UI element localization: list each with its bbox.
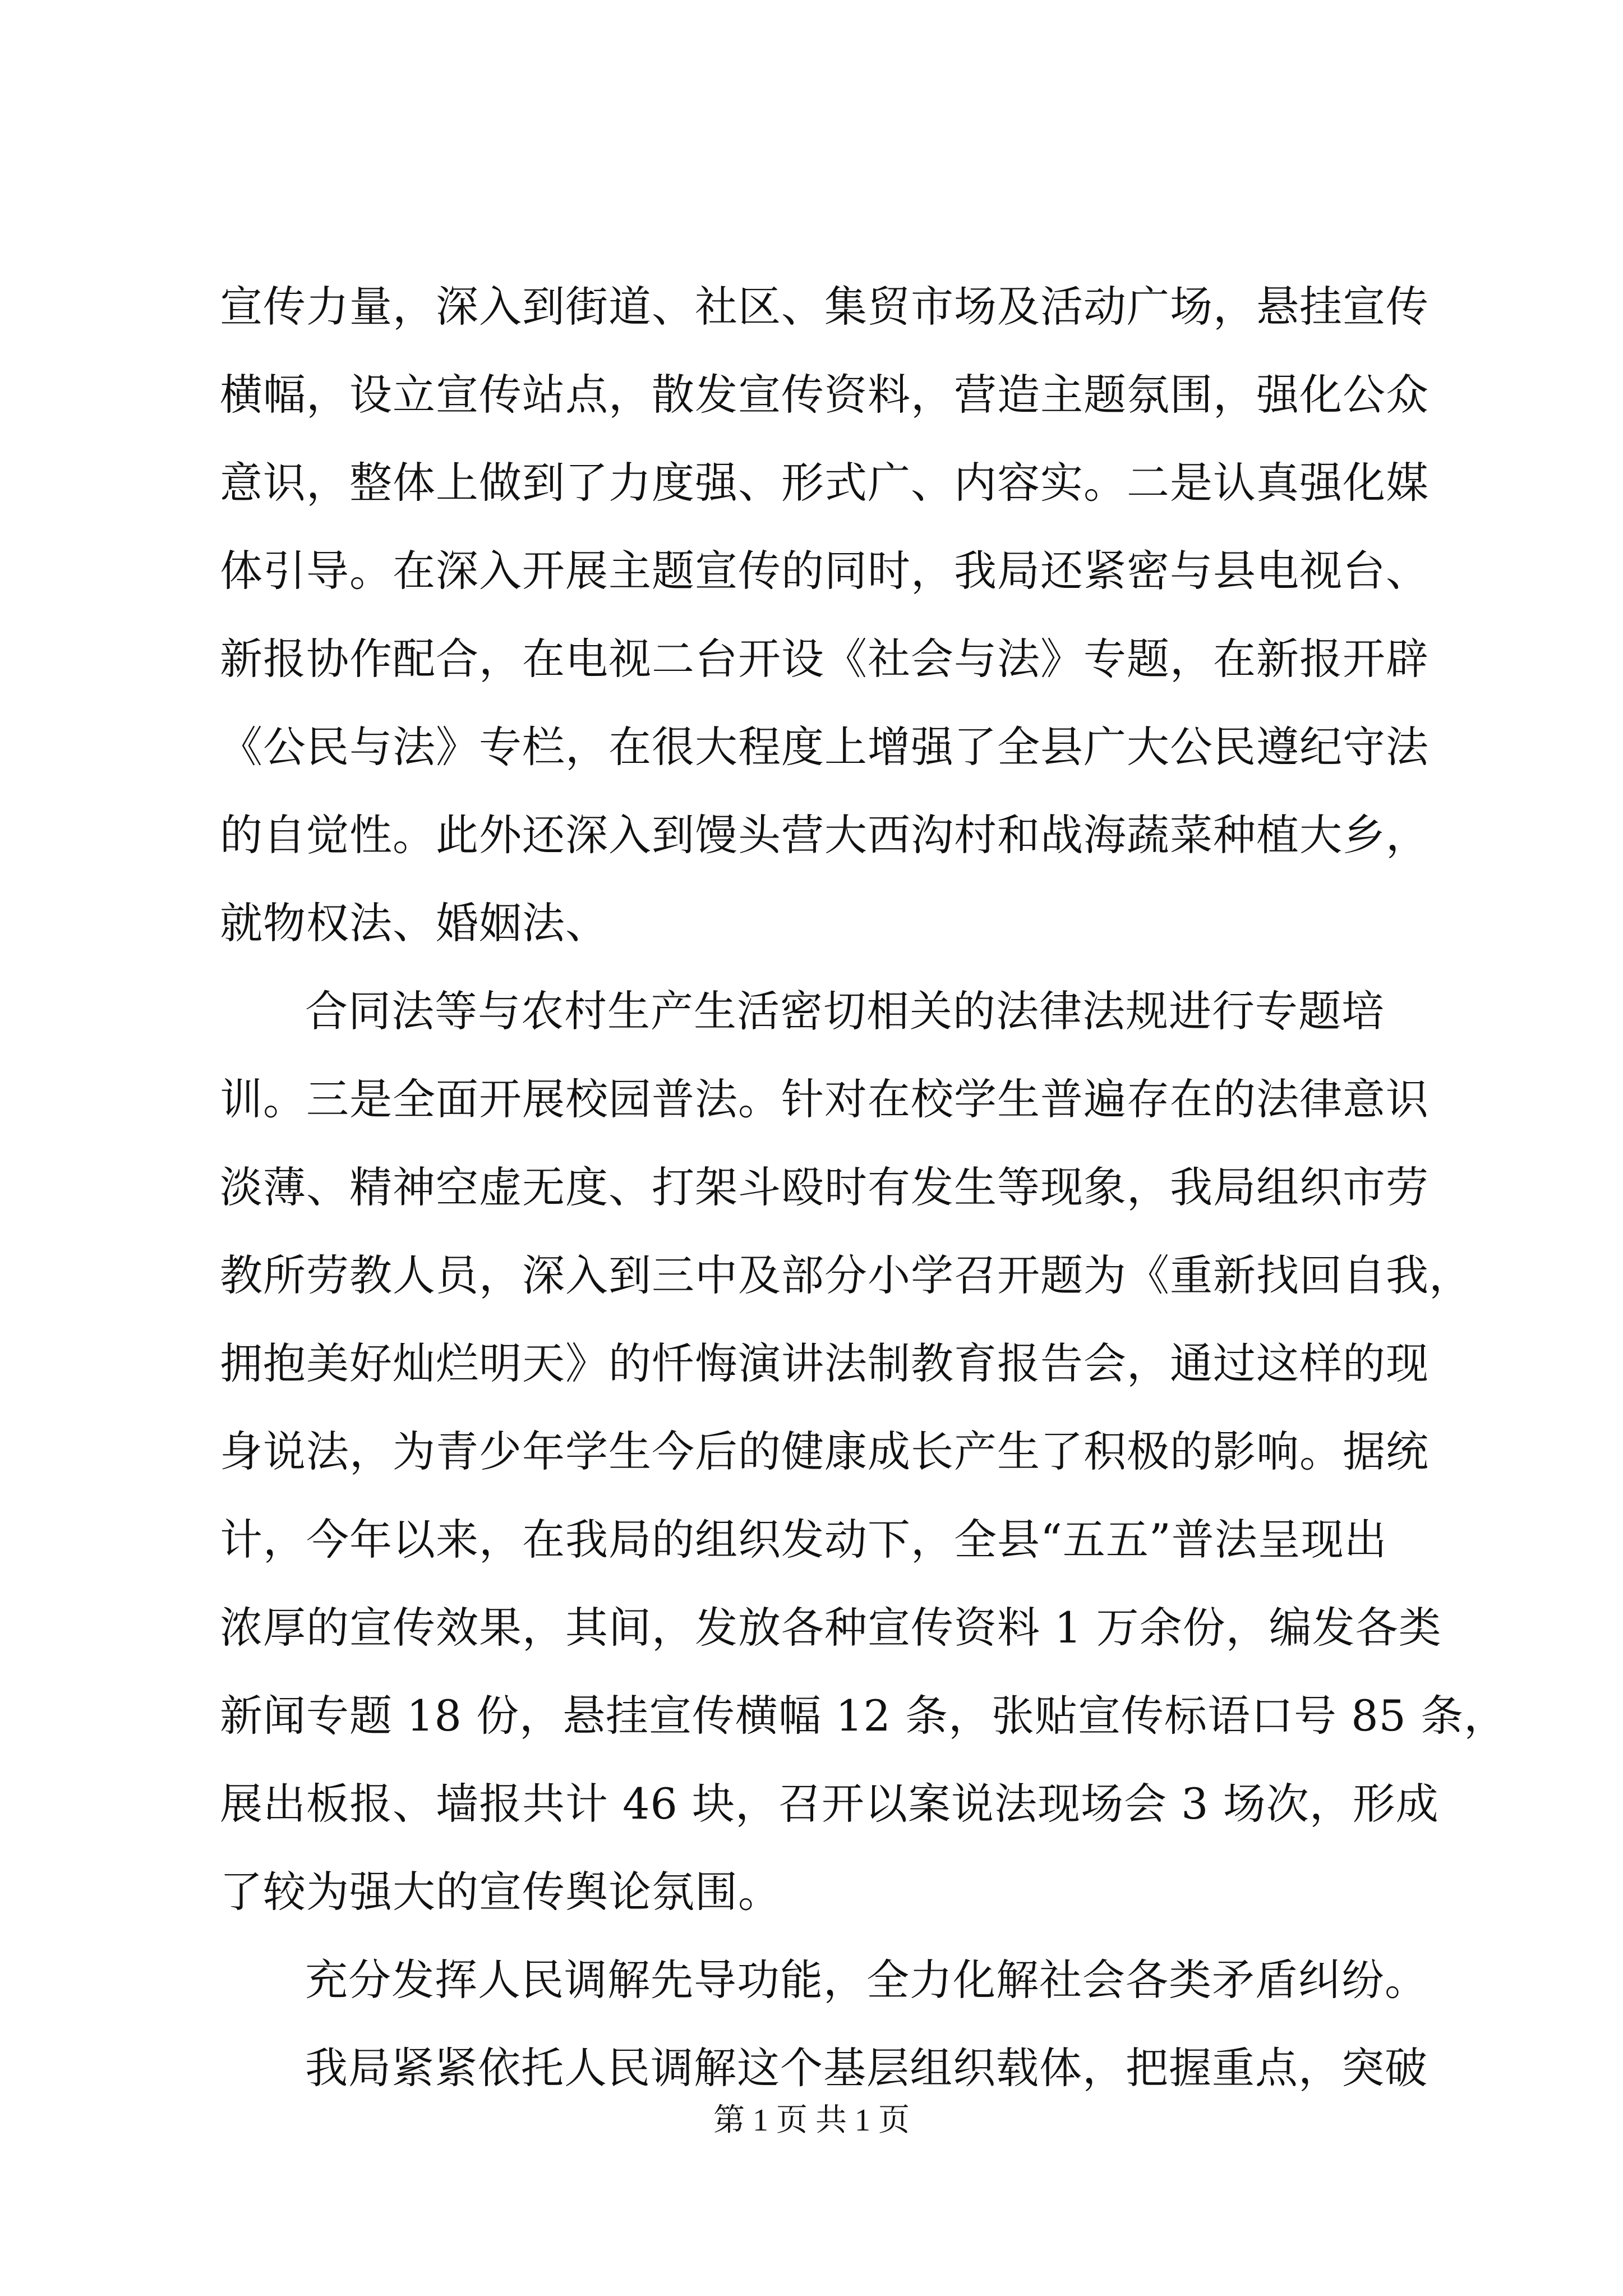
document-body [220, 263, 1507, 2112]
paragraph-1 [220, 263, 1429, 967]
text-line: 横幅，设立宣传站点，散发宣传资料，营造主题氛围，强化公众 [220, 370, 1429, 420]
page-number-label: 第 1 页 共 1 页 [713, 2103, 910, 2138]
text-line: 教所劳教人员，深入到三中及部分小学召开题为《重新找回自我， [220, 1250, 1472, 1300]
text-line: 新报协作配合，在电视二台开设《社会与法》专题，在新报开辟 [220, 634, 1429, 684]
text-line: 宣传力量，深入到街道、社区、集贸市场及活动广场，悬挂宣传 [220, 282, 1429, 332]
text-line: 身说法，为青少年学生今后的健康成长产生了积极的影响。据统 [220, 1427, 1429, 1476]
text-line: 了较为强大的宣传舆论氛围。 [220, 1867, 781, 1917]
text-line: 新闻专题 18 份，悬挂宣传横幅 12 条，张贴宣传标语口号 85 条， [220, 1691, 1507, 1741]
text-line: 体引导。在深入开展主题宣传的同时，我局还紧密与县电视台、 [220, 546, 1429, 596]
text-line: 展出板报、墙报共计 46 块，召开以案说法现场会 3 场次，形成 [220, 1779, 1439, 1829]
paragraph-2 [220, 967, 1507, 1936]
text-line: 计，今年以来，在我局的组织发动下，全县“五五”普法呈现出 [220, 1515, 1387, 1565]
text-line: 就物权法、婚姻法、 [220, 898, 608, 948]
text-line: 合同法等与农村生产生活密切相关的法律法规进行专题培 [305, 986, 1385, 1036]
text-line: 的自觉性。此外还深入到馒头营大西沟村和战海蔬菜种植大乡， [220, 810, 1429, 860]
text-line: 意识，整体上做到了力度强、形式广、内容实。二是认真强化媒 [220, 458, 1429, 508]
text-line: 浓厚的宣传效果，其间，发放各种宣传资料 1 万余份，编发各类 [220, 1603, 1442, 1653]
text-line: 我局紧紧依托人民调解这个基层组织载体，把握重点，突破 [305, 2043, 1428, 2093]
text-line: 充分发挥人民调解先导功能，全力化解社会各类矛盾纠纷。 [305, 1955, 1428, 2005]
text-line: 淡薄、精神空虚无度、打架斗殴时有发生等现象，我局组织市劳 [220, 1162, 1429, 1212]
text-line: 拥抱美好灿烂明天》的忏悔演讲法制教育报告会，通过这样的现 [220, 1338, 1429, 1388]
text-line: 《公民与法》专栏，在很大程度上增强了全县广大公民遵纪守法 [220, 722, 1429, 772]
text-line: 训。三是全面开展校园普法。针对在校学生普遍存在的法律意识 [220, 1074, 1429, 1124]
paragraph-3 [220, 1936, 1426, 2024]
page-footer [0, 2095, 1623, 2140]
